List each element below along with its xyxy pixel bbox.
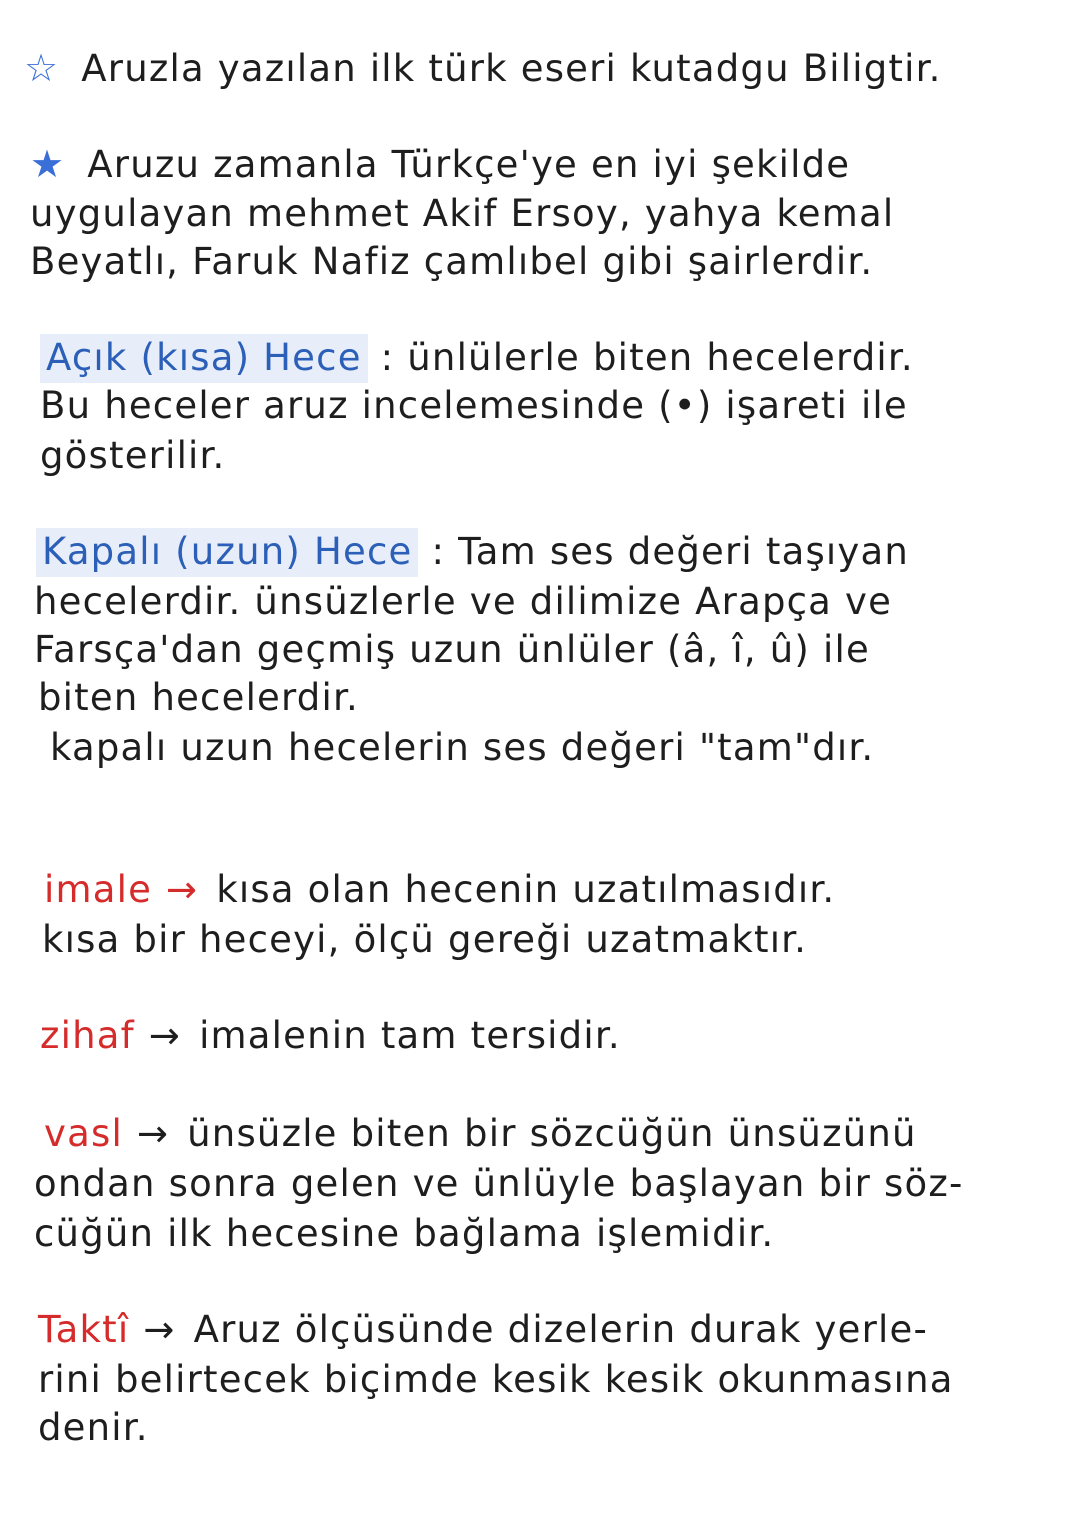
definition-acik-hece [46,334,914,382]
arrow-right-icon: → [136,1112,170,1155]
definition-vasl-line-2: ondan sonra gelen ve ünlüyle başlayan bir söz- [34,1162,964,1205]
arrow-right-icon: → [143,1308,176,1351]
term-vasl: vasl [44,1112,123,1155]
definition-takti [38,1306,928,1354]
term-imale: imale [44,868,153,911]
term-kapali-hece: Kapalı (uzun) Hece [36,528,418,577]
definition-kapali-hece-line-3: Farsça'dan geçmiş uzun ünlüler (â, î, û) ile [34,628,870,671]
definition-acik-hece-line-2: Bu heceler aruz incelemesinde (•) işareti ile [40,384,908,427]
definition-acik-hece-line-3: gösterilir. [40,434,226,477]
note-aruz-poets-line-3: Beyatlı, Faruk Nafiz çamlıbel gibi şairlerdir. [30,240,874,283]
definition-kapali-hece-line-4: biten hecelerdir. [38,676,359,719]
definition-text: Aruz ölçüsünde dizelerin durak yerle- [193,1308,929,1351]
note-text: Aruzu zamanla Türkçe'ye en iyi şekilde [87,143,851,186]
definition-imale [44,866,835,914]
note-kutadgu-bilig [24,44,942,93]
filled-star-icon: ★ [30,142,66,186]
term-separator: : [431,530,446,573]
definition-vasl [44,1110,917,1158]
definition-text: kısa olan hecenin uzatılmasıdır. [216,868,836,911]
definition-text: ünsüzle biten bir sözcüğün ünsüzünü [187,1112,917,1155]
arrow-right-icon: → [166,868,199,911]
definition-vasl-line-3: cüğün ilk hecesine bağlama işlemidir. [34,1212,775,1255]
note-aruz-poets-line-2: uygulayan mehmet Akif Ersoy, yahya kemal [30,192,895,235]
definition-text: Tam ses değeri taşıyan [458,530,910,573]
definition-kapali-hece-line-2: hecelerdir. ünsüzlerle ve dilimize Arapça ve [34,580,893,623]
arrow-right-icon: → [148,1014,182,1057]
note-text: Aruzla yazılan ilk türk eseri kutadgu Biligtir. [81,47,942,90]
term-acik-hece: Açık (kısa) Hece [40,334,368,383]
term-takti: Taktî [38,1308,130,1351]
definition-imale-line-2: kısa bir heceyi, ölçü gereği uzatmaktır. [42,918,808,961]
definition-kapali-hece-line-5: kapalı uzun hecelerin ses değeri "tam"dır. [50,726,875,769]
definition-kapali-hece [42,528,909,576]
note-aruz-poets-line-1 [30,140,850,189]
definition-takti-line-2: rini belirtecek biçimde kesik kesik okunmasına [38,1358,954,1401]
term-zihaf: zihaf [40,1014,135,1057]
definition-text: ünlülerle biten hecelerdir. [407,336,914,379]
term-separator: : [380,336,395,379]
definition-takti-line-3: denir. [38,1406,149,1449]
definition-zihaf [40,1012,621,1060]
outline-star-icon: ☆ [24,46,60,90]
definition-text: imalenin tam tersidir. [199,1014,621,1057]
